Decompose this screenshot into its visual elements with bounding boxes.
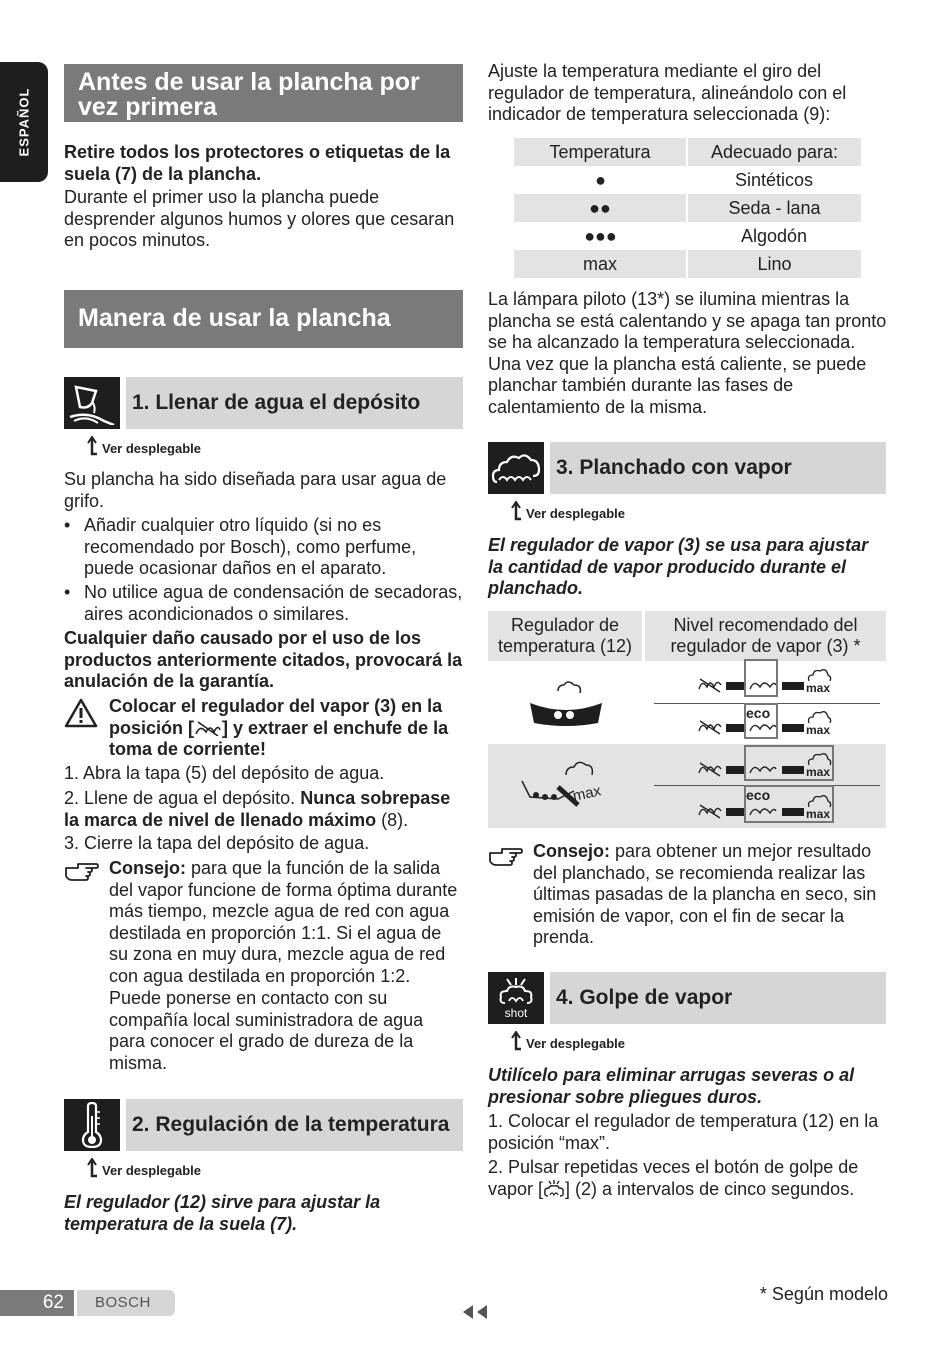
pointing-hand-icon [64, 858, 100, 882]
steam-off-icon [698, 803, 722, 819]
steam-off-icon [698, 761, 722, 777]
s3-bold: El regulador de vapor (3) se usa para ajustar la cantidad de vapor producido durante el planchado. [488, 535, 869, 598]
svg-text:max: max [571, 782, 603, 805]
section-2-title: 2. Regulación de la temperatura [126, 1099, 463, 1151]
s4-step-1: 1. Colocar el regulador de temperatura (12) en la posición “max”. [488, 1111, 879, 1153]
ver-desplegable-1: Ver desplegable [86, 436, 201, 456]
fold-arrow-icon [86, 1158, 98, 1178]
table-row: max Lino [514, 250, 861, 278]
pointing-hand-icon [488, 843, 524, 867]
previous-page-icon[interactable] [461, 1304, 489, 1320]
shot-label: shot [504, 1006, 528, 1020]
s4-bold: Utilícelo para eliminar arrugas severas o al presionar sobre pliegues duros. [488, 1065, 855, 1107]
table-row: ●● Seda - lana [514, 194, 861, 222]
steam-off-icon [698, 677, 722, 693]
list-item: • Añadir cualquier otro líquido (si no es recomendado por Bosch), como perfume, puede ocasionar daños en el aparato. [64, 515, 417, 578]
model-note: * Según modelo [759, 1284, 888, 1304]
s1-intro: Su plancha ha sido diseñada para usar agua de grifo. [64, 469, 447, 511]
section-1-header [64, 377, 463, 429]
section-4-header [488, 972, 886, 1024]
before-use-heading: Antes de usar la plancha por vez primera [64, 64, 463, 122]
brand-label: BOSCH [77, 1290, 175, 1316]
recommended-highlight [744, 785, 834, 823]
before-use-text: Durante el primer uso la plancha puede desprender algunos humos y olores que cesaran en pocos minutos. [64, 187, 455, 250]
steam-table-header-right: Nivel recomendado del regulador de vapor (3) * [645, 611, 886, 661]
temperature-table [514, 138, 861, 278]
table-row: ● Sintéticos [595, 169, 814, 190]
fold-arrow-icon [510, 501, 522, 521]
steam-level-table [488, 611, 886, 828]
water-jug-icon [64, 377, 120, 429]
page-number: 62 [0, 1290, 74, 1316]
steam-shot-small-icon [543, 1180, 565, 1198]
recommended-highlight [744, 703, 778, 739]
fold-arrow-icon [510, 1031, 522, 1051]
before-use-bold: Retire todos los protectores o etiquetas de la suela (7) de la plancha. [64, 142, 451, 184]
temperature-high-icon [518, 757, 608, 813]
s1-step-1: 1. Abra la tapa (5) del depósito de agua. [64, 763, 385, 783]
temp-intro: Ajuste la temperatura mediante el giro del regulador de temperatura, alineándolo con el indicador de temperatura seleccionada (9): [488, 61, 847, 124]
ver-desplegable-3: Ver desplegable [510, 501, 625, 521]
table-row: ●●● Algodón [584, 225, 808, 246]
temperature-low-icon [528, 679, 604, 727]
s1-tip-2: Puede ponerse en contacto con su compañía local suministradora de agua para conocer el grado de dureza de la misma. [109, 988, 424, 1073]
warning-icon [64, 698, 98, 728]
fold-arrow-icon [86, 436, 98, 456]
ver-desplegable-4: Ver desplegable [510, 1031, 625, 1051]
section-3-title: 3. Planchado con vapor [550, 442, 886, 494]
s1-tip: Consejo: para que la función de la salida del vapor funcione de forma óptima durante más tiempo, mezcle agua de red con agua destilada en proporción 1:1. Si el agua de su zona en muy dura, mezcle agua de red con agua destilada en proporción 1:2. [109, 858, 458, 986]
steam-off-icon [194, 720, 222, 736]
section-3-header [488, 442, 886, 494]
steam-scale-row: eco max [698, 799, 834, 823]
usage-heading: Manera de usar la plancha [64, 290, 463, 348]
steam-off-icon [698, 719, 722, 735]
s1-warning: Colocar el regulador del vapor (3) en la posición [ ] y extraer el enchufe de la toma de corriente! [109, 696, 449, 759]
table-header-row [514, 138, 861, 166]
s4-step-2: 2. Pulsar repetidas veces el botón de golpe de vapor [ ] (2) a intervalos de cinco segundos. [488, 1157, 859, 1199]
table-header: Temperatura [514, 138, 687, 166]
recommended-highlight [744, 659, 778, 697]
s2-text: El regulador (12) sirve para ajustar la temperatura de la suela (7). [64, 1192, 381, 1234]
s3-tip: Consejo: para obtener un mejor resultado del planchado, se recomienda realizar las últimas pasadas de la plancha en seco, sin emisión de vapor, con el fin de secar la prenda. [533, 841, 877, 947]
section-4-title: 4. Golpe de vapor [550, 972, 886, 1024]
s1-warranty: Cualquier daño causado por el uso de los productos anteriormente citados, provocará la anulación de la garantía. [64, 628, 463, 691]
s1-step-2: 2. Llene de agua el depósito. Nunca sobrepase la marca de nivel de llenado máximo (8). [64, 788, 451, 830]
steam-scale-row: max [698, 673, 834, 697]
recommended-highlight [744, 745, 834, 781]
language-tab: ESPAÑOL [0, 62, 48, 182]
section-1-title: 1. Llenar de agua el depósito [126, 377, 463, 429]
pilot-lamp-text: La lámpara piloto (13*) se ilumina mientras la plancha se está calentando y se apaga tan pronto se ha alcanzado la temperatura seleccionada. Una vez que la plancha está caliente, se puede planchar también durante las fases de calentamiento de la misma. [488, 289, 887, 417]
steam-cloud-icon [488, 442, 544, 494]
table-header: Adecuado para: [710, 141, 839, 162]
list-item: • No utilice agua de condensación de secadoras, aires acondicionados o similares. [64, 582, 463, 624]
steam-table-header-left: Regulador de temperatura (12) [488, 611, 642, 661]
thermometer-icon [64, 1099, 120, 1151]
ver-desplegable-2: Ver desplegable [86, 1158, 201, 1178]
steam-scale-row: max [698, 757, 834, 781]
steam-scale-row: eco max [698, 715, 834, 739]
s1-step-3: 3. Cierre la tapa del depósito de agua. [64, 833, 370, 853]
section-2-header [64, 1099, 463, 1151]
steam-shot-icon [488, 972, 544, 1024]
